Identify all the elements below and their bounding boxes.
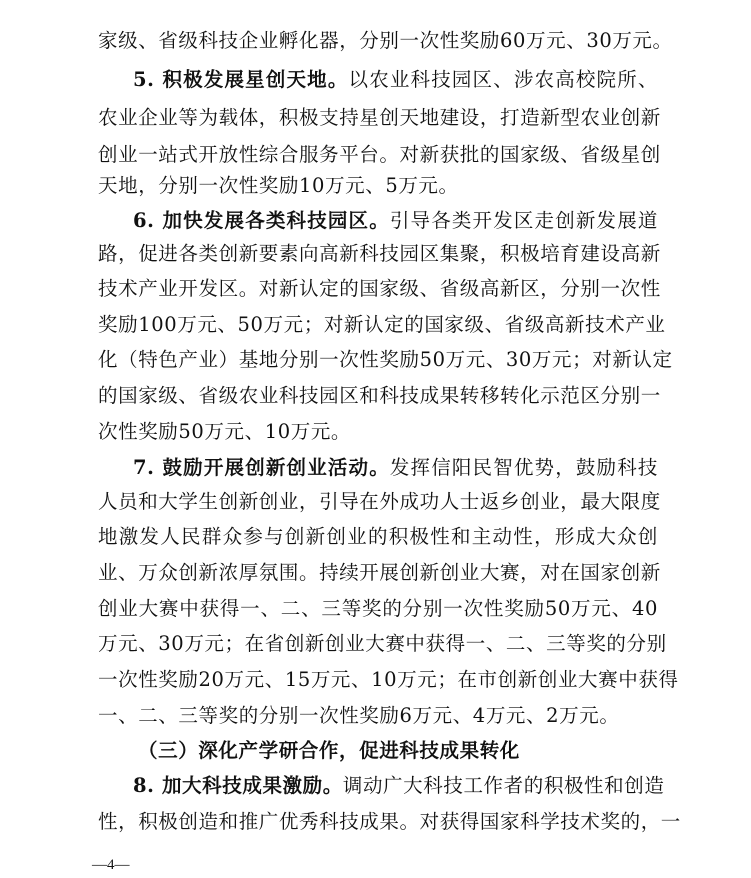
paragraph-line: 一、二、三等奖的分别一次性奖励6万元、4万元、2万元。 <box>98 704 620 727</box>
paragraph-line: 路，促进各类创新要素向高新科技园区集聚，积极培育建设高新 <box>98 242 661 265</box>
item-heading: 5. 积极发展星创天地。 <box>133 68 349 91</box>
paragraph-line: 天地，分别一次性奖励10万元、5万元。 <box>98 174 459 197</box>
paragraph-line: 创业大赛中获得一、二、三等奖的分别一次性奖励50万元、40 <box>98 597 658 620</box>
paragraph-line: 7. 鼓励开展创新创业活动。发挥信阳民智优势，鼓励科技 <box>133 456 658 479</box>
paragraph-line: 业、万众创新浓厚氛围。持续开展创新创业大赛，对在国家创新 <box>98 561 661 584</box>
paragraph-line: 5. 积极发展星创天地。以农业科技园区、涉农高校院所、 <box>133 68 658 91</box>
paragraph-line: 次性奖励50万元、10万元。 <box>98 420 352 443</box>
paragraph-line: 化（特色产业）基地分别一次性奖励50万元、30万元；对新认定 <box>98 348 673 371</box>
paragraph-line: 地激发人民群众参与创新创业的积极性和主动性，形成大众创 <box>98 525 658 548</box>
item-heading: 6. 加快发展各类科技园区。 <box>133 209 390 232</box>
item-heading: 7. 鼓励开展创新创业活动。 <box>133 456 390 479</box>
paragraph-line: 的国家级、省级农业科技园区和科技成果转移转化示范区分别一 <box>98 384 661 407</box>
paragraph-line: 家级、省级科技企业孵化器，分别一次性奖励60万元、30万元。 <box>98 29 673 52</box>
paragraph-line: 6. 加快发展各类科技园区。引导各类开发区走创新发展道 <box>133 209 658 232</box>
paragraph-line: 技术产业开发区。对新认定的国家级、省级高新区，分别一次性 <box>98 277 661 300</box>
paragraph-line: 人员和大学生创新创业，引导在外成功人士返乡创业，最大限度 <box>98 490 661 513</box>
paragraph-line: 创业一站式开放性综合服务平台。对新获批的国家级、省级星创 <box>98 143 661 166</box>
item-heading: 8. 加大科技成果激励。 <box>133 774 343 797</box>
paragraph-line: 万元、30万元；在省创新创业大赛中获得一、二、三等奖的分别 <box>98 632 667 655</box>
paragraph-line: 一次性奖励20万元、15万元、10万元；在市创新创业大赛中获得 <box>98 668 679 691</box>
section-heading: （三）深化产学研合作，促进科技成果转化 <box>138 739 520 762</box>
paragraph-line: 奖励100万元、50万元；对新认定的国家级、省级高新技术产业 <box>98 313 666 336</box>
paragraph-line: 性，积极创造和推广优秀科技成果。对获得国家科学技术奖的，一 <box>98 810 681 833</box>
paragraph-line: 8. 加大科技成果激励。调动广大科技工作者的积极性和创造 <box>133 774 665 797</box>
page-number: —4— <box>92 857 130 873</box>
paragraph-line: 农业企业等为载体，积极支持星创天地建设，打造新型农业创新 <box>98 106 661 129</box>
